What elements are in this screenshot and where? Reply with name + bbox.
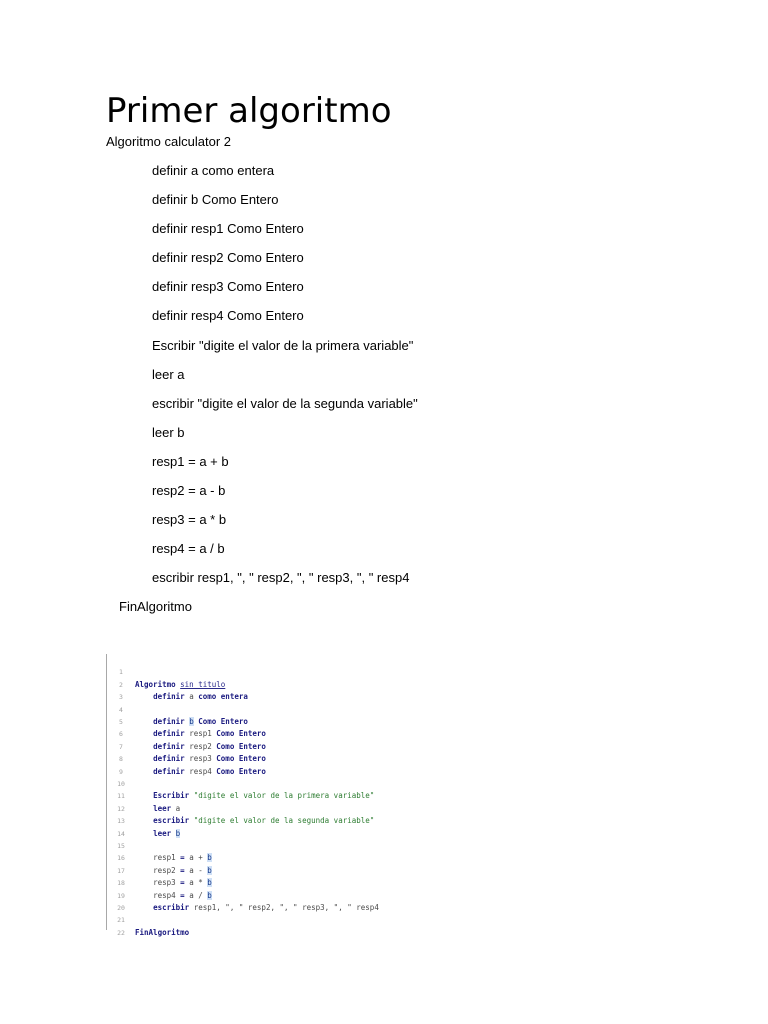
code-text: a * bbox=[189, 878, 203, 888]
code-operator: = bbox=[180, 890, 185, 900]
code-highlight: b bbox=[175, 828, 181, 838]
code-keyword: definir bbox=[153, 741, 185, 751]
code-string: "digite el valor de la segunda variable" bbox=[193, 816, 375, 826]
algorithm-line: resp3 = a * b bbox=[152, 512, 227, 528]
line-number: 3 bbox=[119, 693, 123, 702]
algorithm-line: definir resp1 Como Entero bbox=[152, 221, 304, 237]
line-number: 5 bbox=[119, 718, 123, 726]
code-string: "digite el valor de la primera variable" bbox=[193, 791, 375, 801]
algorithm-line: leer b bbox=[152, 424, 185, 440]
line-number: 19 bbox=[117, 891, 125, 900]
line-number: 15 bbox=[117, 842, 125, 850]
line-number: 6 bbox=[119, 730, 123, 739]
code-keyword: definir bbox=[153, 766, 185, 776]
code-line bbox=[107, 704, 407, 739]
code-operator: = bbox=[180, 853, 185, 863]
algorithm-end: FinAlgoritmo bbox=[119, 599, 192, 614]
algorithm-line: escribir resp1, ", " resp2, ", " resp3, ", " resp4 bbox=[152, 570, 410, 586]
line-number: 21 bbox=[117, 916, 125, 925]
algorithm-line: leer a bbox=[152, 366, 185, 382]
code-text: resp3 bbox=[189, 754, 212, 764]
code-highlight: b bbox=[207, 853, 212, 863]
code-keyword: Como Entero bbox=[198, 717, 248, 726]
code-keyword: Como Entero bbox=[216, 729, 266, 739]
page-title: Primer algoritmo bbox=[106, 91, 392, 131]
code-algorithm-name: sin_titulo bbox=[180, 679, 226, 689]
algorithm-line: definir resp2 Como Entero bbox=[152, 250, 304, 266]
line-number: 16 bbox=[117, 854, 125, 863]
code-highlight: b bbox=[207, 878, 212, 888]
code-text: resp4 bbox=[189, 766, 212, 776]
algorithm-line: resp4 = a / b bbox=[152, 541, 225, 557]
line-number: 4 bbox=[119, 705, 123, 714]
line-number: 2 bbox=[119, 680, 123, 689]
code-text: a + bbox=[189, 853, 203, 863]
code-highlight: b bbox=[207, 865, 212, 875]
code-text: resp2 bbox=[189, 741, 212, 751]
code-keyword: como entera bbox=[198, 692, 248, 702]
code-text: resp2 bbox=[153, 865, 176, 875]
code-keyword: Como Entero bbox=[216, 766, 266, 776]
code-keyword: Algoritmo bbox=[135, 679, 176, 689]
algorithm-line: definir a como entera bbox=[152, 163, 275, 178]
code-text: resp1, ", " resp2, ", " resp3, ", " resp4 bbox=[193, 903, 379, 912]
code-keyword: definir bbox=[153, 717, 185, 726]
code-keyword: definir bbox=[153, 729, 185, 739]
line-number: 20 bbox=[117, 904, 125, 912]
code-keyword: Como Entero bbox=[216, 754, 266, 764]
algorithm-line: definir resp3 Como Entero bbox=[152, 279, 304, 295]
line-number: 14 bbox=[117, 829, 125, 838]
code-keyword: Escribir bbox=[153, 791, 190, 801]
code-text: a - bbox=[189, 865, 203, 875]
algorithm-body bbox=[152, 163, 418, 599]
code-text: resp1 bbox=[189, 729, 212, 739]
code-operator: = bbox=[180, 878, 185, 888]
code-highlight: b bbox=[207, 890, 212, 900]
line-number: 17 bbox=[117, 866, 125, 875]
code-keyword: FinAlgoritmo bbox=[135, 927, 190, 937]
code-screenshot bbox=[106, 654, 407, 937]
code-line bbox=[107, 654, 407, 689]
code-operator: = bbox=[180, 865, 185, 875]
line-number: 22 bbox=[117, 928, 125, 937]
algorithm-line: Escribir "digite el valor de la primera variable" bbox=[152, 337, 414, 353]
line-number: 1 bbox=[119, 668, 123, 677]
code-keyword: definir bbox=[153, 692, 185, 702]
code-text: resp4 bbox=[153, 890, 176, 900]
algorithm-header: Algoritmo calculator 2 bbox=[106, 134, 231, 149]
algorithm-line: resp2 = a - b bbox=[152, 483, 226, 499]
line-number: 11 bbox=[117, 792, 125, 801]
line-number: 9 bbox=[119, 767, 123, 776]
code-highlight: b bbox=[189, 717, 194, 726]
line-number: 8 bbox=[119, 755, 123, 764]
code-keyword: leer bbox=[153, 828, 172, 838]
code-keyword: escribir bbox=[153, 816, 190, 826]
line-number: 12 bbox=[117, 804, 125, 813]
code-keyword: Como Entero bbox=[216, 741, 266, 751]
algorithm-line: resp1 = a + b bbox=[152, 453, 229, 469]
line-number: 10 bbox=[117, 780, 125, 788]
code-keyword: definir bbox=[153, 754, 185, 764]
code-keyword: leer bbox=[153, 803, 172, 813]
line-number: 13 bbox=[117, 817, 125, 826]
code-line bbox=[107, 691, 407, 726]
code-text: a bbox=[175, 803, 181, 813]
algorithm-line: escribir "digite el valor de la segunda variable" bbox=[152, 395, 418, 411]
line-number: 7 bbox=[119, 742, 123, 751]
code-text: a / bbox=[189, 890, 203, 900]
code-keyword: escribir bbox=[153, 903, 190, 912]
code-text: a bbox=[189, 692, 194, 702]
line-number: 18 bbox=[117, 879, 125, 888]
code-text: resp1 bbox=[153, 853, 176, 863]
algorithm-line: definir b Como Entero bbox=[152, 192, 279, 208]
code-text: resp3 bbox=[153, 878, 176, 888]
algorithm-line: definir resp4 Como Entero bbox=[152, 308, 304, 324]
